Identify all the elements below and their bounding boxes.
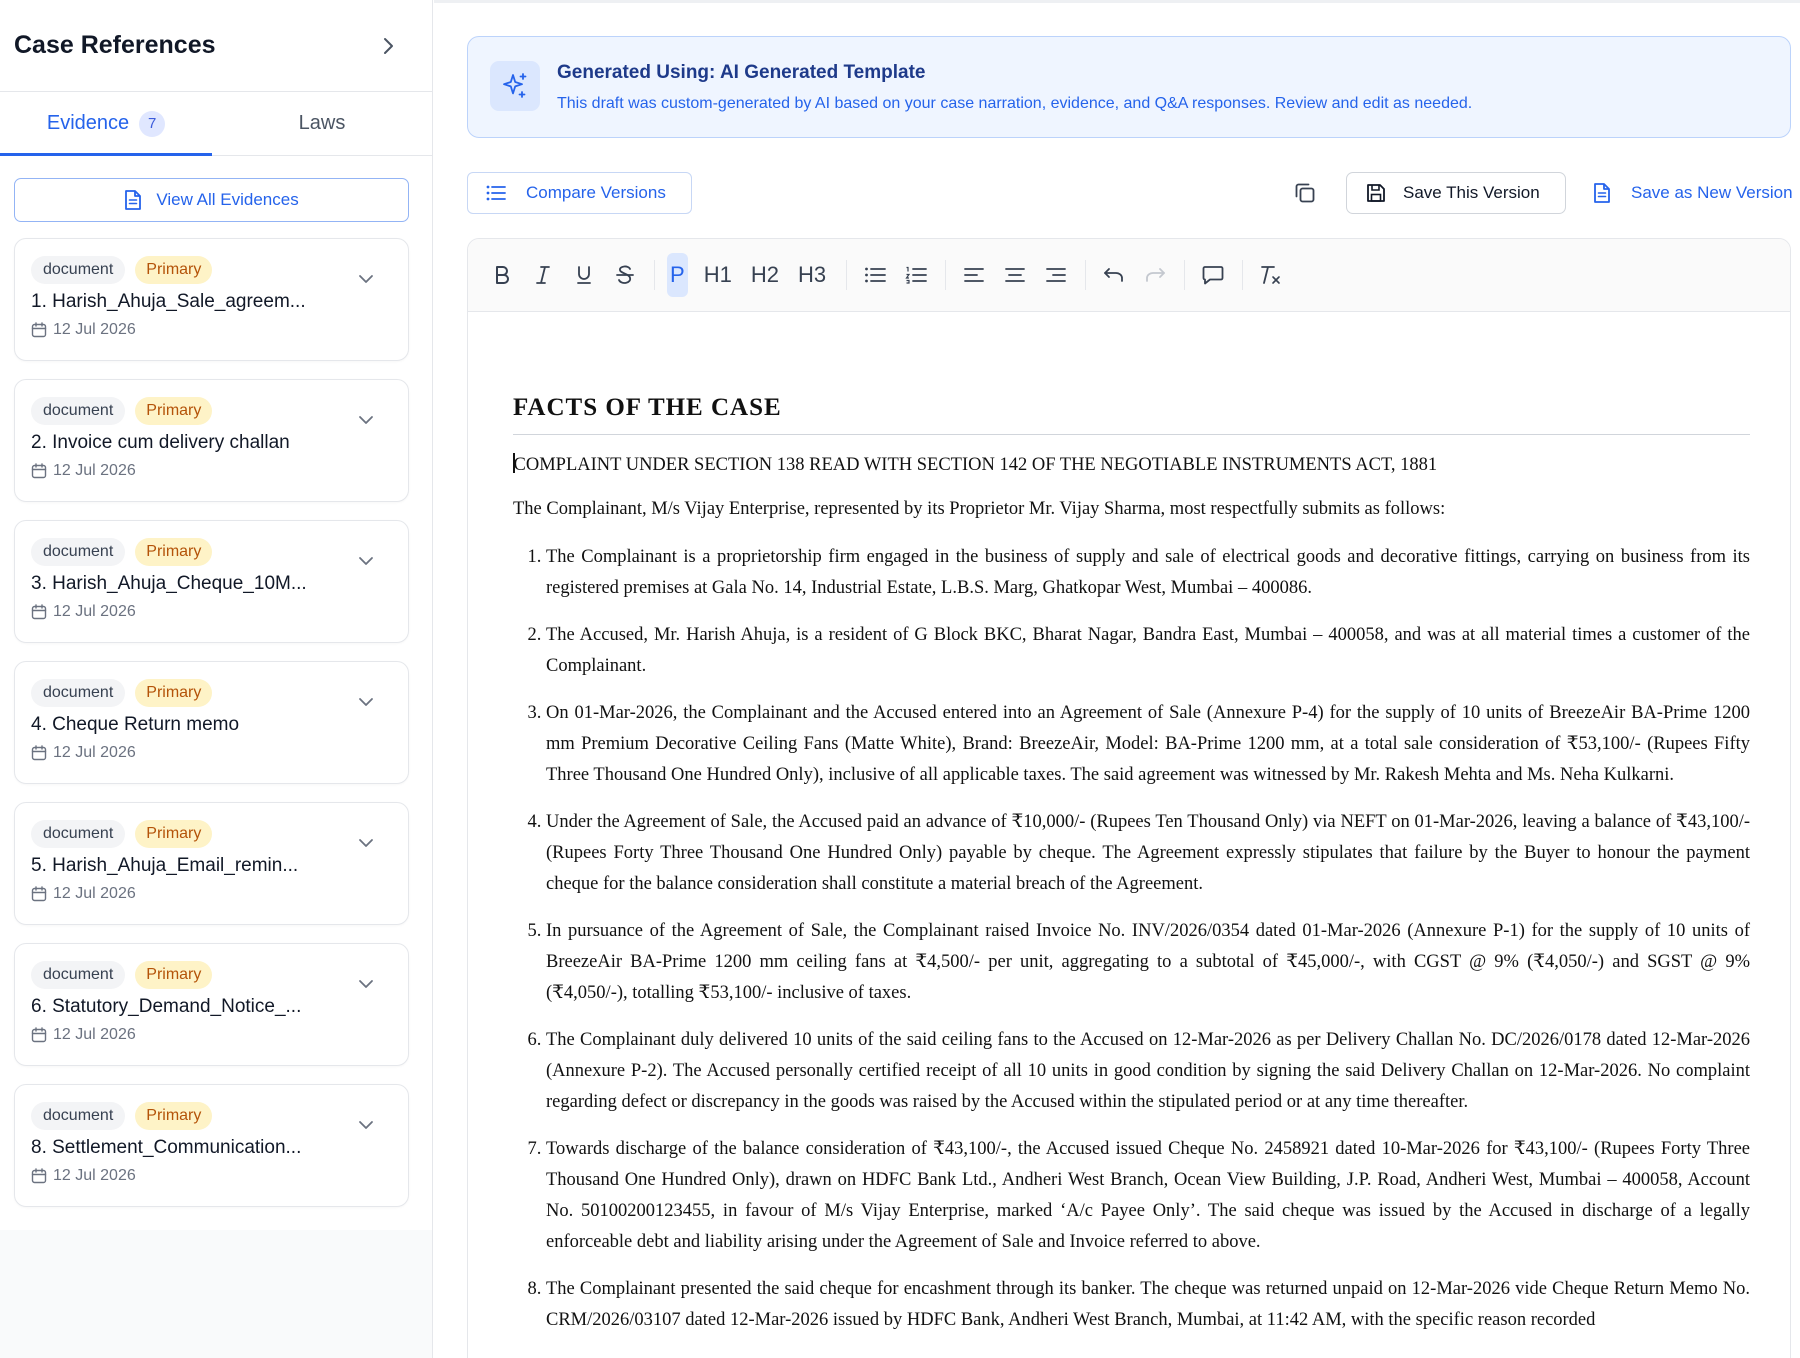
- fact-paragraph: 7. Towards discharge of the balance consideration of ₹43,100/-, the Accused issued Cheque No. 2458921 dated 10-Mar-2026 for ₹43,100/- (Rupees Forty Three Thousand One Hundred Only), drawn on HDFC Bank Ltd., Andheri West Branch, Ocean View Building, J.P. Road, Andheri West, Mumbai – 400058, Account No. 50100200123455, in favour of M/s Vijay Enterprise, marked ‘A/c Payee Only’. The said cheque was issued by the Accused in discharge of a legally enforceable debt and liability arising under the Agreement of Sale and Invoice referred to above.: [546, 1134, 1750, 1258]
- chevron-down-icon: [358, 1120, 374, 1130]
- tab-laws-label: Laws: [298, 112, 346, 134]
- evidence-card[interactable]: [14, 1084, 409, 1207]
- document-heading: FACTS OF THE CASE: [513, 394, 1750, 435]
- evidence-date-text: 12 Jul 2026: [53, 603, 136, 620]
- toolbar-separator: [1242, 260, 1243, 290]
- evidence-tags: [31, 819, 392, 849]
- evidence-title: 6. Statutory_Demand_Notice_...: [31, 996, 302, 1017]
- expand-evidence-button[interactable]: [354, 972, 378, 996]
- fact-paragraph: 3. On 01-Mar-2026, the Complainant and the Accused entered into an Agreement of Sale (Annexure P-4) for the supply of 10 units of BreezeAir BA-Prime 1200 mm Premium Decorative Ceiling Fans (Matte White), Brand: BreezeAir, Model: BA-Prime 1200 mm, at a total sale consideration of ₹53,100/- (Rupees Fifty Three Thousand One Hundred Only), inclusive of all applicable taxes. The said agreement was witnessed by Mr. Rakesh Mehta and Ms. Neha Kulkarni.: [546, 698, 1750, 791]
- ai-template-banner: [467, 36, 1791, 138]
- evidence-tags: [31, 537, 392, 567]
- evidence-date: [31, 1167, 392, 1185]
- strikethrough-button[interactable]: [609, 253, 641, 297]
- bullet-list-icon: [864, 266, 886, 284]
- chevron-right-icon: [381, 36, 395, 56]
- calendar-icon: [31, 463, 47, 479]
- copy-icon: [1293, 181, 1317, 205]
- top-divider: [434, 0, 1800, 3]
- evidence-type-badge: document: [31, 256, 125, 284]
- evidence-date: [31, 603, 392, 621]
- save-this-version-button[interactable]: [1346, 172, 1566, 214]
- sidebar-empty-area: [0, 1230, 433, 1358]
- document-subheading: [513, 453, 1750, 476]
- toolbar-separator: [846, 260, 847, 290]
- fact-paragraph: 1. The Complainant is a proprietorship firm engaged in the business of supply and sale of electrical goods and decorative fittings, carrying on business from its registered premises at Gala No. 14, Industrial Estate, L.B.S. Marg, Ghatkopar West, Mumbai – 400086.: [546, 542, 1750, 604]
- tab-evidence-label: Evidence: [46, 112, 130, 134]
- fact-paragraph: 6. The Complainant duly delivered 10 units of the said ceiling fans to the Accused on 12-Mar-2026 as per Delivery Challan No. DC/2026/0178 dated 12-Mar-2026 (Annexure P-2). The Accused personally certified receipt of all 10 units in good condition by signing the said Delivery Challan on 12-Mar-2026. No complaint regarding defect or discrepancy in the goods was raised by the Accused within the stipulated period or at any time thereafter.: [546, 1025, 1750, 1118]
- evidence-list: [14, 238, 409, 1207]
- evidence-card[interactable]: [14, 520, 409, 643]
- numbered-list-button[interactable]: [900, 253, 932, 297]
- document-subheading-text: COMPLAINT UNDER SECTION 138 READ WITH SECTION 142 OF THE NEGOTIABLE INSTRUMENTS ACT, 1881: [513, 455, 1438, 475]
- document-icon: [1593, 182, 1611, 204]
- calendar-icon: [31, 1027, 47, 1043]
- align-left-icon: [964, 267, 984, 283]
- case-references-sidebar: [0, 0, 433, 1230]
- paragraph-button[interactable]: P: [667, 253, 688, 297]
- heading-1-button[interactable]: H1: [703, 262, 732, 287]
- redo-button[interactable]: [1139, 253, 1171, 297]
- evidence-type-badge: document: [31, 1102, 125, 1130]
- evidence-type-badge: document: [31, 679, 125, 707]
- view-all-evidences-button[interactable]: [14, 178, 409, 222]
- version-actions: [467, 172, 1800, 214]
- evidence-date: [31, 744, 392, 762]
- align-center-button[interactable]: [999, 253, 1031, 297]
- chevron-down-icon: [358, 415, 374, 425]
- save-as-new-version-button[interactable]: [1593, 172, 1793, 214]
- expand-evidence-button[interactable]: [354, 549, 378, 573]
- fact-paragraph: 2. The Accused, Mr. Harish Ahuja, is a resident of G Block BKC, Bharat Nagar, Bandra East, Mumbai – 400058, and was at all material times a customer of the Complainant.: [546, 620, 1750, 682]
- evidence-date: [31, 321, 392, 339]
- chevron-down-icon: [358, 556, 374, 566]
- rich-text-editor: [467, 238, 1791, 1358]
- sidebar-title: Case References: [14, 31, 216, 59]
- banner-title: Generated Using: AI Generated Template: [557, 62, 926, 83]
- sidebar-tabs: [0, 92, 432, 156]
- save-as-new-version-label: Save as New Version: [1631, 183, 1793, 202]
- expand-evidence-button[interactable]: [354, 1113, 378, 1137]
- chevron-down-icon: [358, 979, 374, 989]
- bold-icon: [494, 265, 510, 285]
- tab-laws[interactable]: [212, 92, 432, 155]
- strikethrough-icon: [616, 265, 634, 285]
- save-icon: [1365, 182, 1387, 204]
- comment-button[interactable]: [1197, 253, 1229, 297]
- sidebar-header: [0, 0, 432, 92]
- align-left-button[interactable]: [958, 253, 990, 297]
- view-all-evidences-label: View All Evidences: [156, 190, 299, 209]
- primary-badge: Primary: [135, 679, 212, 707]
- facts-list: [513, 542, 1750, 1336]
- numbered-list-icon: [905, 266, 927, 284]
- undo-button[interactable]: [1098, 253, 1130, 297]
- clear-formatting-button[interactable]: [1255, 253, 1287, 297]
- bullet-list-button[interactable]: [859, 253, 891, 297]
- collapse-sidebar-button[interactable]: [374, 32, 402, 60]
- evidence-card[interactable]: [14, 943, 409, 1066]
- evidence-count-badge: 7: [139, 111, 165, 137]
- italic-icon: [535, 265, 551, 285]
- list-icon: [486, 185, 506, 201]
- compare-versions-button[interactable]: [467, 172, 692, 214]
- fact-paragraph: 8. The Complainant presented the said cheque for encashment through its banker. The cheque was returned unpaid on 12-Mar-2026 vide Cheque Return Memo No. CRM/2026/03107 dated 12-Mar-2026 issued by HDFC Bank, Andheri West Branch, Mumbai, at 11:42 AM, with the specific reason recorded: [546, 1274, 1750, 1336]
- align-right-button[interactable]: [1040, 253, 1072, 297]
- comment-icon: [1202, 265, 1224, 285]
- evidence-tags: [31, 678, 392, 708]
- toolbar-separator: [1085, 260, 1086, 290]
- evidence-date-text: 12 Jul 2026: [53, 744, 136, 761]
- banner-subtitle: This draft was custom-generated by AI based on your case narration, evidence, and Q&A responses. Review and edit as needed.: [557, 95, 1473, 112]
- calendar-icon: [31, 322, 47, 338]
- primary-badge: Primary: [135, 397, 212, 425]
- tab-evidence[interactable]: [0, 92, 212, 155]
- calendar-icon: [31, 745, 47, 761]
- underline-icon: [575, 265, 593, 285]
- primary-badge: Primary: [135, 256, 212, 284]
- chevron-down-icon: [358, 697, 374, 707]
- evidence-date-text: 12 Jul 2026: [53, 1167, 136, 1184]
- sparkles-icon: [490, 61, 540, 111]
- toolbar-separator: [654, 260, 655, 290]
- primary-badge: Primary: [135, 820, 212, 848]
- copy-button[interactable]: [1287, 176, 1323, 210]
- draft-editor-area: [434, 0, 1800, 1358]
- bold-button[interactable]: [486, 253, 518, 297]
- evidence-type-badge: document: [31, 820, 125, 848]
- calendar-icon: [31, 886, 47, 902]
- evidence-date-text: 12 Jul 2026: [53, 1026, 136, 1043]
- redo-icon: [1144, 266, 1166, 284]
- heading-3-button[interactable]: H3: [797, 262, 827, 287]
- expand-evidence-button[interactable]: [354, 831, 378, 855]
- evidence-title: 8. Settlement_Communication...: [31, 1137, 302, 1158]
- evidence-title: 5. Harish_Ahuja_Email_remin...: [31, 855, 299, 876]
- expand-evidence-button[interactable]: [354, 408, 378, 432]
- formatting-toolbar: [468, 239, 1790, 312]
- calendar-icon: [31, 1168, 47, 1184]
- undo-icon: [1103, 266, 1125, 284]
- evidence-date: [31, 885, 392, 903]
- align-right-icon: [1046, 267, 1066, 283]
- evidence-title: 1. Harish_Ahuja_Sale_agreem...: [31, 291, 306, 312]
- expand-evidence-button[interactable]: [354, 267, 378, 291]
- document-icon: [124, 189, 142, 211]
- evidence-date-text: 12 Jul 2026: [53, 885, 136, 902]
- document-intro: The Complainant, M/s Vijay Enterprise, represented by its Proprietor Mr. Vijay Sharma, most respectfully submits as follows:: [513, 499, 1446, 519]
- evidence-date: [31, 1026, 392, 1044]
- evidence-title: 3. Harish_Ahuja_Cheque_10M...: [31, 573, 307, 594]
- evidence-tags: [31, 1101, 392, 1131]
- evidence-type-badge: document: [31, 961, 125, 989]
- align-center-icon: [1005, 267, 1025, 283]
- primary-badge: Primary: [135, 538, 212, 566]
- toolbar-separator: [1184, 260, 1185, 290]
- evidence-card[interactable]: [14, 661, 409, 784]
- clear-formatting-icon: [1259, 264, 1283, 286]
- document-body[interactable]: [468, 394, 1790, 1336]
- fact-paragraph: 5. In pursuance of the Agreement of Sale, the Complainant raised Invoice No. INV/2026/0354 dated 01-Mar-2026 (Annexure P-1) for the supply of 10 units of BreezeAir BA-Prime 1200 mm ceiling fans at ₹4,500/- per unit, aggregating to a subtotal of ₹45,000/-, with CGST @ 9% (₹4,050/-) and SGST @ 9% (₹4,050/-), totalling ₹53,100/- inclusive of taxes.: [546, 916, 1750, 1009]
- heading-2-button[interactable]: H2: [750, 262, 779, 287]
- evidence-date-text: 12 Jul 2026: [53, 321, 136, 338]
- toolbar-separator: [945, 260, 946, 290]
- chevron-down-icon: [358, 274, 374, 284]
- primary-badge: Primary: [135, 961, 212, 989]
- primary-badge: Primary: [135, 1102, 212, 1130]
- evidence-tags: [31, 255, 392, 285]
- chevron-down-icon: [358, 838, 374, 848]
- underline-button[interactable]: [568, 253, 600, 297]
- evidence-type-badge: document: [31, 397, 125, 425]
- expand-evidence-button[interactable]: [354, 690, 378, 714]
- evidence-type-badge: document: [31, 538, 125, 566]
- evidence-card[interactable]: [14, 379, 409, 502]
- save-this-version-label: Save This Version: [1403, 183, 1540, 202]
- evidence-title: 4. Cheque Return memo: [31, 714, 240, 735]
- fact-paragraph: 4. Under the Agreement of Sale, the Accused paid an advance of ₹10,000/- (Rupees Ten Thousand Only) via NEFT on 01-Mar-2026, leaving a balance of ₹43,100/- (Rupees Forty Three Thousand One Hundred Only) payable by cheque. The Agreement expressly stipulates that failure by the Buyer to honour the payment cheque for the balance consideration shall constitute a material breach of the Agreement.: [546, 807, 1750, 900]
- evidence-date-text: 12 Jul 2026: [53, 462, 136, 479]
- evidence-card[interactable]: [14, 802, 409, 925]
- evidence-tags: [31, 396, 392, 426]
- calendar-icon: [31, 604, 47, 620]
- evidence-tags: [31, 960, 392, 990]
- compare-versions-label: Compare Versions: [526, 183, 666, 202]
- italic-button[interactable]: [527, 253, 559, 297]
- evidence-title: 2. Invoice cum delivery challan: [31, 432, 290, 453]
- evidence-card[interactable]: [14, 238, 409, 361]
- evidence-date: [31, 462, 392, 480]
